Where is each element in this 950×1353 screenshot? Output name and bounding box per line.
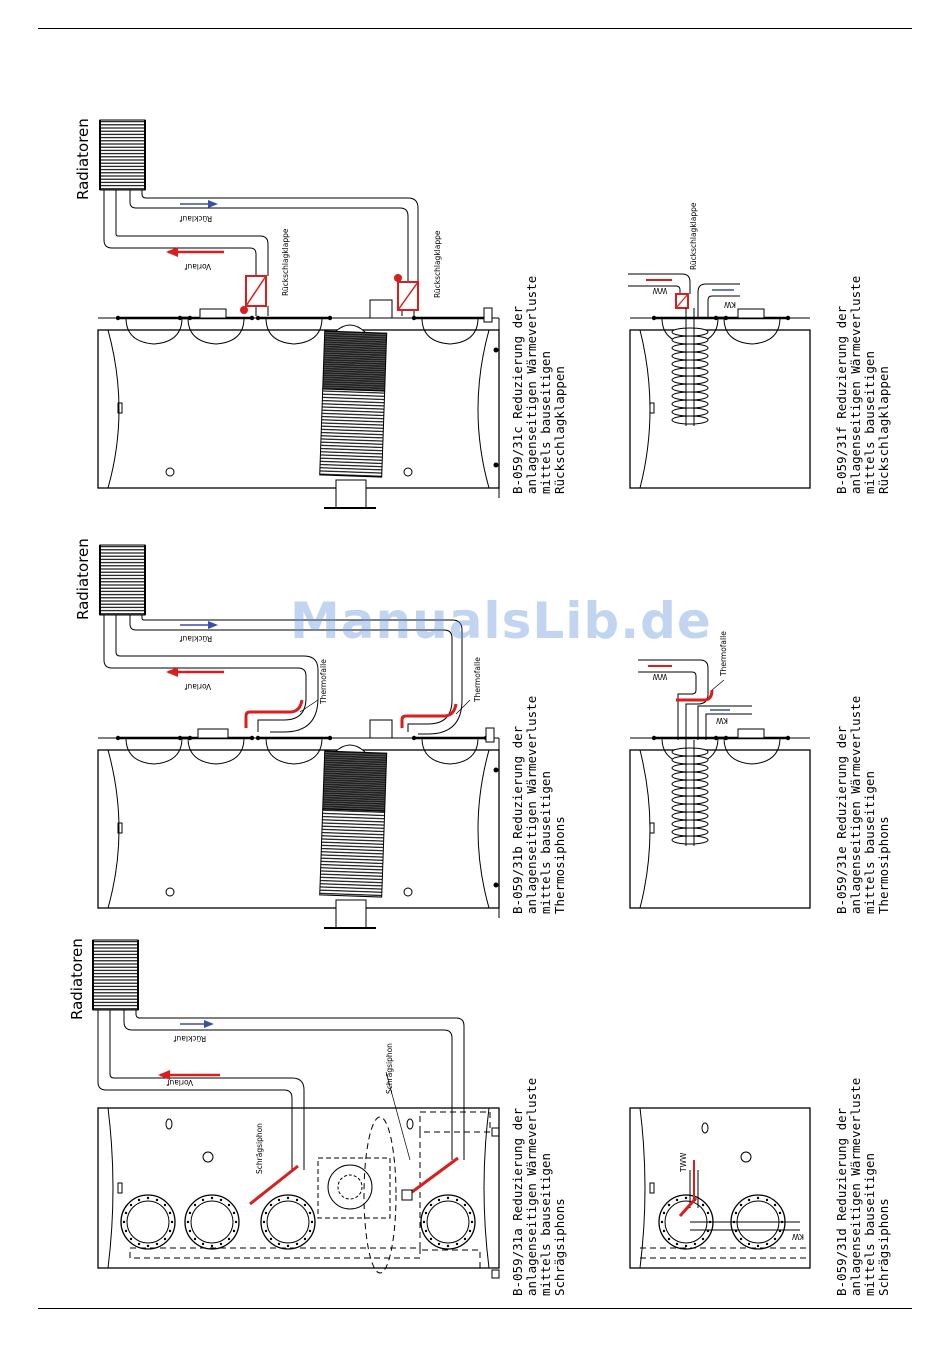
diagram-c-rueckschlagklappe bbox=[74, 118, 499, 508]
diagram-f-rueckschlagklappe bbox=[628, 202, 810, 488]
kw-label: KW bbox=[791, 1232, 805, 1241]
tww-label: TWW bbox=[679, 1152, 688, 1172]
radiatoren-label: Radiatoren bbox=[74, 118, 92, 200]
svg-text:mittels bauseitigen: mittels bauseitigen bbox=[862, 351, 877, 494]
svg-text:mittels bauseitigen: mittels bauseitigen bbox=[538, 1153, 553, 1296]
caption-d bbox=[834, 1078, 891, 1296]
thermofalle-label-1: Thermofalle bbox=[319, 659, 328, 704]
diagram-f-labels bbox=[652, 202, 736, 309]
svg-text:mittels bauseitigen: mittels bauseitigen bbox=[538, 771, 553, 914]
vorlauf-label: Vorlauf bbox=[184, 262, 212, 271]
svg-text:anlagenseitigen Wärmeverluste: anlagenseitigen Wärmeverluste bbox=[524, 275, 539, 494]
rueckschlagklappe-label: Rückschlagklappe bbox=[689, 202, 698, 270]
ruecklauf-label: Rücklauf bbox=[179, 634, 213, 643]
ww-label: WW bbox=[652, 286, 668, 295]
rueckschlagklappe-label-2: Rückschlagklappe bbox=[433, 230, 442, 298]
kw-label: KW bbox=[715, 716, 729, 725]
caption-f bbox=[834, 276, 891, 494]
kw-label: KW bbox=[723, 300, 737, 309]
caption-e bbox=[834, 696, 891, 914]
schraegsiphon-label-1: Schrägsiphon bbox=[255, 1123, 264, 1174]
svg-text:B-059/31d Reduzierung der: B-059/31d Reduzierung der bbox=[834, 1107, 849, 1296]
svg-text:B-059/31f Reduzierung der: B-059/31f Reduzierung der bbox=[834, 305, 849, 494]
svg-text:anlagenseitigen Wärmeverluste: anlagenseitigen Wärmeverluste bbox=[848, 695, 863, 914]
vorlauf-label: Vorlauf bbox=[184, 682, 212, 691]
svg-text:mittels bauseitigen: mittels bauseitigen bbox=[862, 771, 877, 914]
thermofalle-label-2: Thermofalle bbox=[473, 657, 482, 702]
rueckschlagklappe-label-1: Rückschlagklappe bbox=[281, 228, 290, 296]
radiatoren-label: Radiatoren bbox=[68, 938, 86, 1020]
vorlauf-label: Vorlauf bbox=[166, 1078, 194, 1087]
diagram-e-thermosiphon bbox=[630, 631, 810, 908]
svg-text:Schrägsiphons: Schrägsiphons bbox=[552, 1198, 567, 1296]
caption-c bbox=[510, 276, 567, 494]
ruecklauf-label: Rücklauf bbox=[173, 1034, 207, 1043]
svg-text:Thermosiphons: Thermosiphons bbox=[876, 816, 891, 914]
ww-label: WW bbox=[652, 672, 668, 681]
svg-text:Rückschlagklappen: Rückschlagklappen bbox=[876, 366, 891, 494]
svg-text:anlagenseitigen Wärmeverluste: anlagenseitigen Wärmeverluste bbox=[848, 275, 863, 494]
diagram-d-schraegsiphon bbox=[630, 1108, 810, 1268]
schraegsiphon-label-2: Schrägsiphon bbox=[385, 1043, 394, 1094]
svg-text:B-059/31a Reduzierung der: B-059/31a Reduzierung der bbox=[510, 1107, 525, 1296]
ruecklauf-label: Rücklauf bbox=[179, 214, 213, 223]
watermark: ManualsLib.de bbox=[290, 592, 712, 650]
svg-text:B-059/31e Reduzierung der: B-059/31e Reduzierung der bbox=[834, 725, 849, 914]
svg-text:mittels bauseitigen: mittels bauseitigen bbox=[862, 1153, 877, 1296]
radiatoren-label: Radiatoren bbox=[74, 538, 92, 620]
svg-text:Thermosiphons: Thermosiphons bbox=[552, 816, 567, 914]
caption-b bbox=[510, 696, 567, 914]
svg-text:B-059/31b Reduzierung der: B-059/31b Reduzierung der bbox=[510, 725, 525, 914]
svg-text:anlagenseitigen Wärmeverluste: anlagenseitigen Wärmeverluste bbox=[524, 695, 539, 914]
svg-text:anlagenseitigen Wärmeverluste: anlagenseitigen Wärmeverluste bbox=[524, 1077, 539, 1296]
thermofalle-label: Thermofalle bbox=[719, 631, 728, 676]
svg-text:B-059/31c Reduzierung der: B-059/31c Reduzierung der bbox=[510, 305, 525, 494]
caption-a bbox=[510, 1078, 567, 1296]
svg-text:Schrägsiphons: Schrägsiphons bbox=[876, 1198, 891, 1296]
diagram-a-schraegsiphon bbox=[68, 938, 499, 1278]
svg-text:anlagenseitigen Wärmeverluste: anlagenseitigen Wärmeverluste bbox=[848, 1077, 863, 1296]
svg-text:Rückschlagklappen: Rückschlagklappen bbox=[552, 366, 567, 494]
svg-text:mittels bauseitigen: mittels bauseitigen bbox=[538, 351, 553, 494]
